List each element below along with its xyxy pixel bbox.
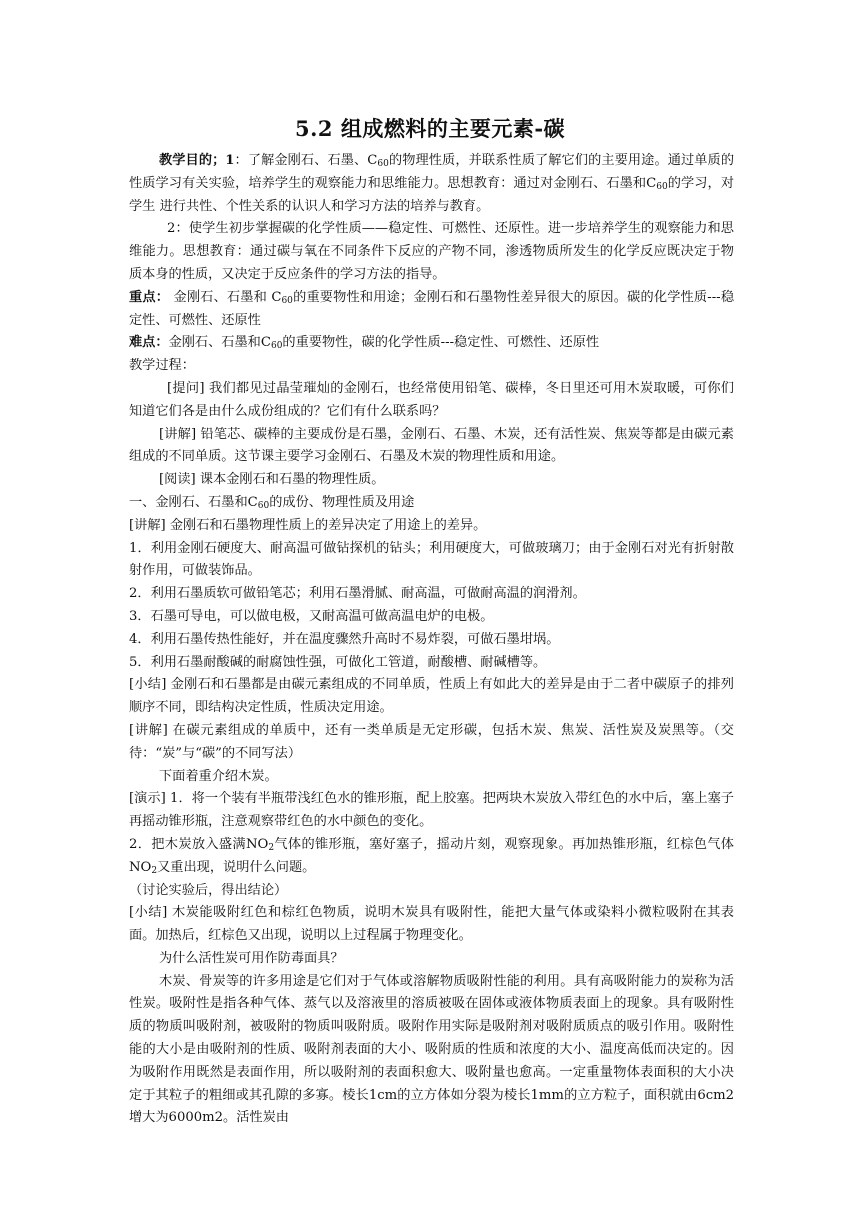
- key-points: 重点： 金刚石、石墨和 $C_{60}$的重要物性和用途；金刚石和石墨物性差异很大的原因。碳的化学性质---稳定性、可燃性、还原性: [129, 289, 735, 328]
- final-paragraph: 木炭、骨炭等的许多用途是它们对于气体或溶解物质吸附性能的利用。具有高吸附能力的炭称为活性炭。吸附性是指各种气体、蒸气以及溶液里的溶质被吸在固体或液体物质表面上的现象。具有吸附性质的物质叫吸附剂，被吸附的物质叫吸附质。吸附作用实际是吸附剂对吸附质质点的吸引作用。吸附性能的大小是由吸附剂的性质、吸附剂表面的大小、吸附质的性质和浓度的大小、温度高低而决定的。因为吸附作用既然是表面作用，所以吸附剂的表面积愈大、吸附量也愈高。一定重量物体表面积的大小决定于其粒子的粗细或其孔隙的多寡。棱长1cm的立方体如分裂为棱长1mm的立方粒子，面积就由6cm2增大为6000m2。活性炭由: [129, 973, 734, 1126]
- demo-paragraph-2: 2．把木炭放入盛满$NO_2$气体的锥形瓶，塞好塞子，摇动片刻，观察现象。再加热锥形瓶，红棕色气体$NO_2$又重出现，说明什么问题。: [129, 836, 734, 876]
- lecture-paragraph-1: [讲解] 铅笔芯、碳棒的主要成份是石墨，金刚石、石墨、木炭，还有活性炭、焦炭等都是由碳元素组成的不同单质。这节课主要学习金刚石、石墨及木炭的物理性质和用途。: [129, 426, 734, 465]
- list-item: 3．石墨可导电，可以做电极，又耐高温可做高温电炉的电极。: [129, 608, 494, 624]
- lecture-paragraph-3: [讲解] 在碳元素组成的单质中，还有一类单质是无定形碳，包括木炭、焦炭、活性炭及炭黑等。（交待：“炭”与“碳”的不同写法）: [129, 722, 734, 761]
- summary-paragraph-2: [小结] 木炭能吸附红色和棕红色物质，说明木炭具有吸附性，能把大量气体或染料小微粒吸附在其表面。加热后，红棕色又出现，说明以上过程属于物理变化。: [129, 905, 734, 944]
- summary-paragraph-1: [小结] 金刚石和石墨都是由碳元素组成的不同单质，性质上有如此大的差异是由于二者中碳原子的排列顺序不同，即结构决定性质，性质决定用途。: [129, 677, 734, 716]
- lecture-paragraph-2: [讲解] 金刚石和石墨物理性质上的差异决定了用途上的差异。: [129, 517, 487, 533]
- list-item: 4．利用石墨传热性能好，并在温度骤然升高时不易炸裂，可做石墨坩埚。: [129, 631, 560, 647]
- list-item: 2．利用石墨质软可做铅笔芯；利用石墨滑腻、耐高温，可做耐高温的润滑剂。: [129, 586, 586, 602]
- reading-paragraph: [阅读] 课本金刚石和石墨的物理性质。: [159, 472, 385, 488]
- difficult-points: 难点：金刚石、石墨和$C_{60}$的重要物性，碳的化学性质---稳定性、可燃性、还原性: [129, 335, 600, 352]
- key-label: 重点：: [129, 289, 170, 305]
- goal-paragraph-1: 教学目的；1：了解金刚石、石墨、$C_{60}$的物理性质，并联系性质了解它们的主要用途。通过单质的性质学习有关实验，培养学生的观察能力和思维能力。思想教育：通过对金刚石、石墨和$C_{60}$的学习，对学生 进行共性、个性关系的认识人和学习方法的培养与教育。: [129, 153, 735, 214]
- difficult-label: 难点：: [129, 335, 169, 351]
- goal-label: 教学目的；1: [159, 153, 235, 168]
- demo-paragraph-1: [演示] 1．将一个装有半瓶带浅红色水的锥形瓶，配上胶塞。把两块木炭放入带红色的水中后，塞上塞子再摇动锥形瓶，注意观察带红色的水中颜色的变化。: [129, 791, 734, 830]
- process-heading: 教学过程：: [129, 358, 195, 374]
- section-heading-1: 一、金刚石、石墨和$C_{60}$的成份、物理性质及用途: [129, 494, 415, 511]
- question-paragraph: [提问] 我们都见过晶莹璀灿的金刚石，也经常使用铅笔、碳棒，冬日里还可用木炭取暖，可你们知道它们各是由什么成份组成的？它们有什么联系吗？: [129, 380, 734, 419]
- list-item: 1．利用金刚石硬度大、耐高温可做钻探机的钻头；利用硬度大，可做玻璃刀；由于金刚石对光有折射散射作用，可做装饰品。: [129, 540, 734, 579]
- intro-paragraph: 下面着重介绍木炭。: [159, 768, 278, 784]
- document-body: [129, 150, 734, 1130]
- why-question: 为什么活性炭可用作防毒面具？: [159, 950, 344, 966]
- discussion-note: （讨论实验后，得出结论）: [129, 882, 288, 898]
- goal-paragraph-2: 2：使学生初步掌握碳的化学性质——稳定性、可燃性、还原性。进一步培养学生的观察能力和思维能力。思想教育：通过碳与氧在不同条件下反应的产物不同，渗透物质所发生的化学反应既决定于物质本身的性质，又决定于反应条件的学习方法的指导。: [129, 221, 734, 282]
- list-item: 5．利用石墨耐酸碱的耐腐蚀性强，可做化工管道，耐酸槽、耐碱槽等。: [129, 654, 547, 670]
- document-title: 5.2 组成燃料的主要元素-碳: [294, 116, 566, 141]
